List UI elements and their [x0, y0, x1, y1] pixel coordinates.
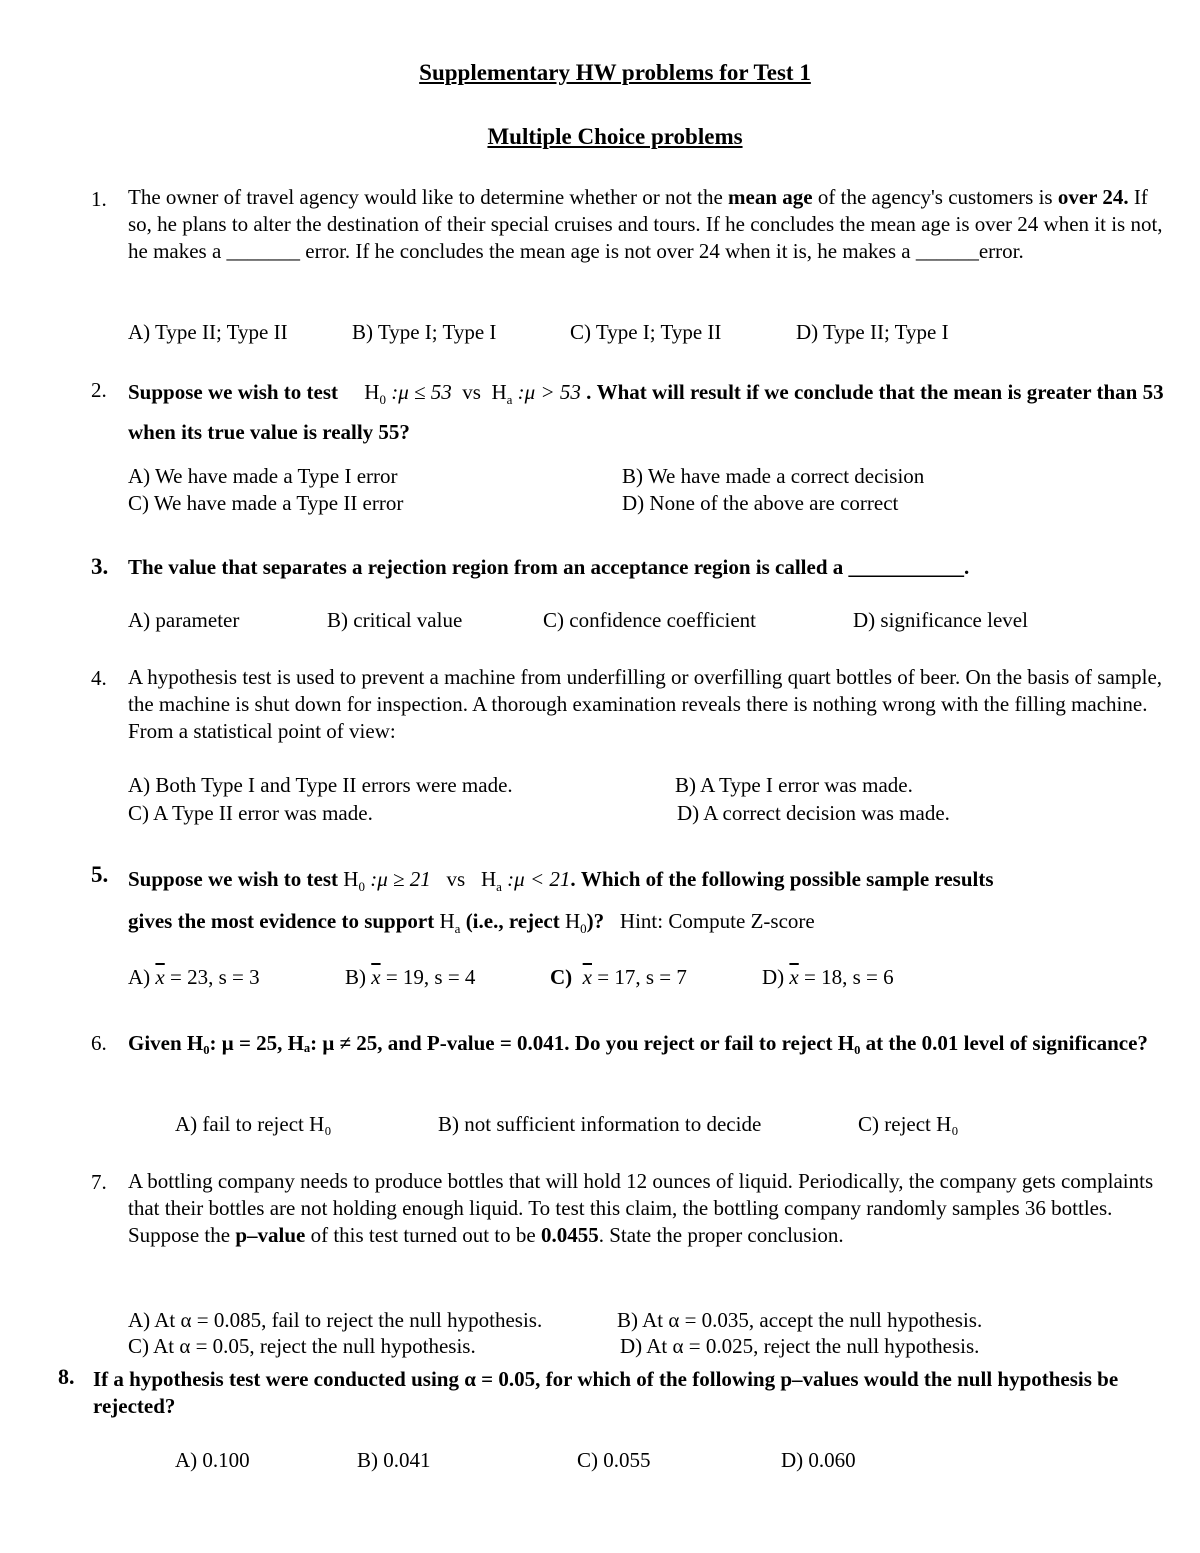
answer-option[interactable]: C) $\overline{x} = 17$, s = 7: [550, 965, 687, 989]
answer-option[interactable]: D) At α = 0.025, reject the null hypothesis.: [620, 1334, 980, 1358]
answer-option[interactable]: B) critical value: [327, 608, 463, 632]
question-text: Suppose we wish to test $H_0$ :μ ≥ 21 vs $H_a$ :μ < 21. Which of the following possible sample results gives the most evidence to support $H_a$ (i.e., reject $H_0$)? Hint: Compute Z-score: [128, 867, 994, 936]
question-number: 5.: [91, 862, 109, 887]
answer-option[interactable]: B) $\overline{x} = 19$, s = 4: [345, 965, 476, 989]
answer-option[interactable]: A) We have made a Type I error: [128, 464, 398, 488]
answer-option[interactable]: B) At α = 0.035, accept the null hypothesis.: [617, 1308, 983, 1332]
question-text: A bottling company needs to produce bottles that will hold 12 ounces of liquid. Periodically, the company gets complaints that their bottles are not holding enough liquid. To test this claim, the bottling company randomly samples 36 bottles. Suppose the p–value of this test turned out to be 0.0455. State the proper conclusion.: [128, 1169, 1154, 1247]
question-text: The owner of travel agency would like to determine whether or not the mean age of the agency's customers is over 24. If so, he plans to alter the destination of their special cruises and tours. If he concludes the mean age is over 24 when it is not, he makes a _______ error. If he concludes the mean age is not over 24 when it is, he makes a ______error.: [128, 185, 1163, 263]
answer-option[interactable]: C) reject H₀: [858, 1112, 959, 1136]
answer-option[interactable]: B) not sufficient information to decide: [438, 1112, 762, 1136]
question-number: 1.: [91, 187, 107, 211]
answer-option[interactable]: A) fail to reject H₀: [175, 1112, 332, 1136]
answer-option[interactable]: A) $\overline{x} = 23$, s = 3: [128, 965, 260, 989]
answer-option[interactable]: C) confidence coefficient: [543, 608, 757, 632]
answer-option[interactable]: C) Type I; Type II: [570, 320, 722, 344]
question-number: 4.: [91, 666, 107, 690]
answer-option[interactable]: A) Type II; Type II: [128, 320, 288, 344]
question-text: A hypothesis test is used to prevent a machine from underfilling or overfilling quart bottles of beer. On the basis of sample, the machine is shut down for inspection. A thorough examination reveals there is nothing wrong with the filling machine. From a statistical point of view:: [128, 665, 1163, 743]
answer-option[interactable]: A) At α = 0.085, fail to reject the null hypothesis.: [128, 1308, 543, 1332]
answer-option[interactable]: C) A Type II error was made.: [128, 801, 373, 825]
answer-option[interactable]: D) Type II; Type I: [796, 320, 949, 344]
answer-option[interactable]: B) 0.041: [357, 1448, 431, 1472]
question-number: 7.: [91, 1170, 107, 1194]
answer-option[interactable]: D) None of the above are correct: [622, 491, 899, 515]
answer-option[interactable]: B) We have made a correct decision: [622, 464, 925, 488]
page-title: Supplementary HW problems for Test 1: [419, 60, 811, 85]
answer-option[interactable]: D) $\overline{x} = 18$, s = 6: [762, 965, 894, 989]
answer-option[interactable]: A) 0.100: [175, 1448, 250, 1472]
question-text: If a hypothesis test were conducted using α = 0.05, for which of the following p–values would the null hypothesis be rejected?: [93, 1367, 1119, 1418]
answer-option[interactable]: D) significance level: [853, 608, 1028, 632]
question-number: 2.: [91, 378, 107, 402]
question-number: 8.: [58, 1364, 75, 1389]
question-number: 3.: [91, 554, 109, 579]
answer-option[interactable]: D) 0.060: [781, 1448, 856, 1472]
section-title: Multiple Choice problems: [487, 124, 743, 149]
question-number: 6.: [91, 1031, 107, 1055]
answer-option[interactable]: B) A Type I error was made.: [675, 773, 913, 797]
answer-option[interactable]: A) Both Type I and Type II errors were made.: [128, 773, 513, 797]
answer-option[interactable]: D) A correct decision was made.: [677, 801, 950, 825]
answer-option[interactable]: C) At α = 0.05, reject the null hypothesis.: [128, 1334, 476, 1358]
answer-option[interactable]: C) We have made a Type II error: [128, 491, 404, 515]
question-text: The value that separates a rejection region from an acceptance region is called a ___________.: [128, 555, 970, 579]
answer-option[interactable]: B) Type I; Type I: [352, 320, 497, 344]
question-text: Given H₀: μ = 25, Hₐ: μ ≠ 25, and P-value = 0.041. Do you reject or fail to reject H₀ at the 0.01 level of significance?: [128, 1031, 1148, 1055]
question-text: Suppose we wish to test $H_0$ :μ ≤ 53 vs $H_a$ :μ > 53 . What will result if we conclude that the mean is greater than 53 when its true value is really 55?: [128, 380, 1164, 444]
answer-option[interactable]: C) 0.055: [577, 1448, 651, 1472]
answer-option[interactable]: A) parameter: [128, 608, 240, 632]
